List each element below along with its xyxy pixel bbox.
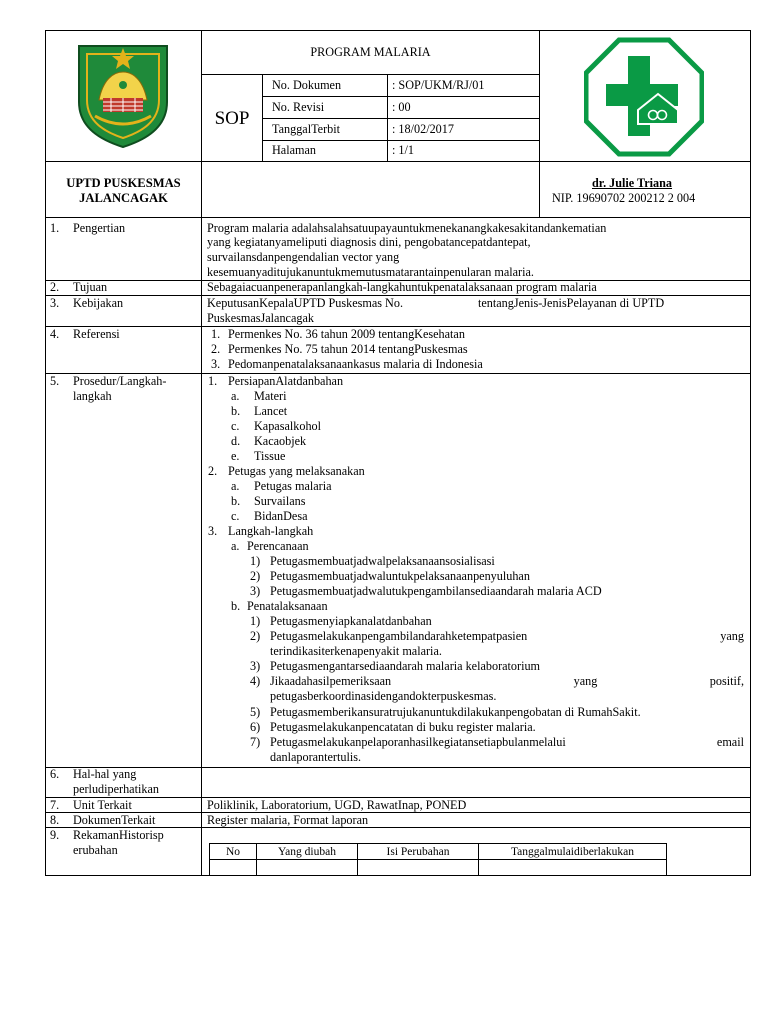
- pengertian-text: yang kegiatanyameliputi diagnosis dini, pengobatancepatdantepat,: [207, 235, 531, 249]
- list-letter: b.: [231, 494, 241, 508]
- step-title: Langkah-langkah: [228, 524, 314, 538]
- referensi-item: Pedomanpenatalaksanaankasus malaria di Indonesia: [228, 357, 483, 371]
- grid-line: [201, 217, 202, 876]
- list-letter: d.: [231, 434, 241, 448]
- list-letter: b.: [231, 404, 241, 418]
- sub-item: [270, 674, 744, 689]
- grid-line: [45, 161, 751, 162]
- sub-item: danlaporantertulis.: [270, 750, 362, 764]
- grid-line: [262, 118, 539, 119]
- sub-item: Petugasmenyiapkanalatdanbahan: [270, 614, 432, 628]
- referensi-number: 2.: [211, 342, 221, 356]
- row-number: 5.: [50, 374, 60, 388]
- list-item: Lancet: [254, 404, 288, 418]
- pengertian-text: kesemuanyaditujukanuntukmemutusmatarantainpenularan malaria.: [207, 265, 534, 279]
- list-item: BidanDesa: [254, 509, 308, 523]
- signer-nip: NIP. 19690702 200212 2 004: [552, 191, 696, 205]
- row-label: Tujuan: [73, 280, 108, 294]
- row-label: erubahan: [73, 843, 118, 857]
- pengertian-text: Program malaria adalahsalahsatuupayauntukmenekanangkakesakitandankematian: [207, 221, 607, 235]
- step-title: PersiapanAlatdanbahan: [228, 374, 344, 388]
- meta-label-tanggalterbit: TanggalTerbit: [272, 122, 341, 136]
- tujuan-text: Sebagaiacuanpenerapanlangkah-langkahuntukpenatalaksanaan program malaria: [207, 280, 597, 294]
- grid-line: [262, 140, 539, 141]
- sub-number: 4): [250, 674, 261, 688]
- sub-item: [270, 629, 744, 644]
- grid-line: [201, 74, 539, 75]
- grid-line: [262, 96, 539, 97]
- row-number: 2.: [50, 280, 60, 294]
- sub-item: Petugasmelakukanpencatatan di buku register malaria.: [270, 720, 536, 734]
- referensi-item: Permenkes No. 36 tahun 2009 tentangKesehatan: [228, 327, 465, 341]
- sub-item: Petugasmemberikansuratrujukanuntukdilakukanpengobatan di RumahSakit.: [270, 705, 641, 719]
- sub-number: 6): [250, 720, 261, 734]
- table-cell: [210, 860, 257, 876]
- list-letter: e.: [231, 449, 240, 463]
- sop-label: SOP: [214, 108, 250, 129]
- table-cell: [257, 860, 358, 876]
- sub-title: Perencanaan: [247, 539, 309, 553]
- list-item: Tissue: [254, 449, 286, 463]
- sub-number: 3): [250, 584, 261, 598]
- list-item: Petugas malaria: [254, 479, 332, 493]
- revision-history-table: [209, 843, 667, 876]
- sub-number: 3): [250, 659, 261, 673]
- row-label: langkah: [73, 389, 112, 403]
- row-number: 4.: [50, 327, 60, 341]
- sub-item-text: yang: [573, 674, 598, 688]
- table-cell: [479, 860, 667, 876]
- unit-terkait-text: Poliklinik, Laboratorium, UGD, RawatInap, PONED: [207, 798, 467, 812]
- sub-item-text: yang: [720, 629, 744, 643]
- sub-letter: b.: [231, 599, 241, 613]
- referensi-number: 1.: [211, 327, 221, 341]
- meta-label-nodokumen: No. Dokumen: [272, 78, 342, 92]
- meta-label-halaman: Halaman: [272, 143, 316, 157]
- row-number: 3.: [50, 296, 60, 310]
- row-label: Pengertian: [73, 221, 126, 235]
- kabupaten-logo: [73, 40, 173, 150]
- row-number: 8.: [50, 813, 60, 827]
- meta-value-halaman: : 1/1: [392, 143, 415, 157]
- meta-value-tanggalterbit: : 18/02/2017: [392, 122, 454, 136]
- sub-item: [270, 735, 744, 750]
- sub-number: 1): [250, 554, 261, 568]
- sub-title: Penatalaksanaan: [247, 599, 328, 613]
- sub-item: Petugasmembuatjadwalutukpengambilansediaandarah malaria ACD: [270, 584, 602, 598]
- column-header: Tanggalmulaidiberlakukan: [479, 844, 667, 860]
- step-number: 2.: [208, 464, 218, 478]
- step-number: 1.: [208, 374, 218, 388]
- referensi-item: Permenkes No. 75 tahun 2014 tentangPuskesmas: [228, 342, 468, 356]
- sub-letter: a.: [231, 539, 240, 553]
- pengertian-text: survailansdanpengendalian vector yang: [207, 250, 400, 264]
- row-label: Hal-hal yang: [73, 767, 137, 781]
- row-number: 1.: [50, 221, 60, 235]
- sub-item: terindikasiterkenapenyakit malaria.: [270, 644, 442, 658]
- list-letter: c.: [231, 419, 240, 433]
- org-name: UPTD PUSKESMAS: [66, 176, 181, 190]
- row-number: 9.: [50, 828, 60, 842]
- grid-line: [539, 30, 540, 217]
- meta-label-norevisi: No. Revisi: [272, 100, 325, 114]
- list-item: Kapasalkohol: [254, 419, 322, 433]
- table-cell: [358, 860, 479, 876]
- row-label: Unit Terkait: [73, 798, 132, 812]
- row-label: Referensi: [73, 327, 120, 341]
- list-item: Materi: [254, 389, 287, 403]
- row-label: Kebijakan: [73, 296, 124, 310]
- sub-number: 1): [250, 614, 261, 628]
- list-letter: c.: [231, 509, 240, 523]
- list-item: Survailans: [254, 494, 306, 508]
- sub-item-text: Jikaadahasilpemeriksaan: [270, 674, 392, 688]
- sub-number: 2): [250, 569, 261, 583]
- row-number: 7.: [50, 798, 60, 812]
- list-item: Kacaobjek: [254, 434, 307, 448]
- row-label: Prosedur/Langkah-: [73, 374, 167, 388]
- column-header: No: [210, 844, 257, 860]
- step-number: 3.: [208, 524, 218, 538]
- kebijakan-text: PuskesmasJalancagak: [207, 311, 314, 325]
- sub-item-text: email: [716, 735, 744, 749]
- grid-line: [45, 217, 751, 218]
- table-row: [210, 860, 667, 876]
- sub-item: Petugasmembuatjadwaluntukpelaksanaanpenyuluhan: [270, 569, 530, 583]
- list-letter: a.: [231, 389, 240, 403]
- table-header-row: [210, 844, 667, 860]
- document-title: PROGRAM MALARIA: [310, 45, 431, 59]
- dokumen-terkait-text: Register malaria, Format laporan: [207, 813, 369, 827]
- row-label: RekamanHistorisp: [73, 828, 164, 842]
- row-label: DokumenTerkait: [73, 813, 156, 827]
- sub-item: Petugasmengantarsediaandarah malaria kelaboratorium: [270, 659, 541, 673]
- sub-number: 7): [250, 735, 261, 749]
- puskesmas-logo: [584, 36, 704, 158]
- meta-value-norevisi: : 00: [392, 100, 411, 114]
- column-header: Isi Perubahan: [358, 844, 479, 860]
- signer-name: dr. Julie Triana: [592, 176, 673, 190]
- sub-number: 5): [250, 705, 261, 719]
- sub-item: Petugasmembuatjadwalpelaksanaansosialisasi: [270, 554, 495, 568]
- grid-line: [45, 767, 751, 768]
- org-name: JALANCAGAK: [79, 191, 168, 205]
- kebijakan-text: KeputusanKepalaUPTD Puskesmas No.: [207, 296, 403, 310]
- kebijakan-text: tentangJenis-JenisPelayanan di UPTD: [478, 296, 665, 310]
- sub-item: petugasberkoordinasidengandokterpuskesmas.: [270, 689, 497, 703]
- row-number: 6.: [50, 767, 60, 781]
- list-letter: a.: [231, 479, 240, 493]
- step-title: Petugas yang melaksanakan: [228, 464, 365, 478]
- sub-number: 2): [250, 629, 261, 643]
- sub-item-text: Petugasmelakukanpelaporanhasilkegiatansetiapbulanmelalui: [270, 735, 566, 749]
- row-label: perludiperhatikan: [73, 782, 159, 796]
- column-header: Yang diubah: [257, 844, 358, 860]
- sub-item-text: Petugasmelakukanpengambilandarahketempatpasien: [270, 629, 528, 643]
- sub-item-text: positif,: [709, 674, 744, 688]
- referensi-number: 3.: [211, 357, 221, 371]
- meta-value-nodokumen: : SOP/UKM/RJ/01: [392, 78, 485, 92]
